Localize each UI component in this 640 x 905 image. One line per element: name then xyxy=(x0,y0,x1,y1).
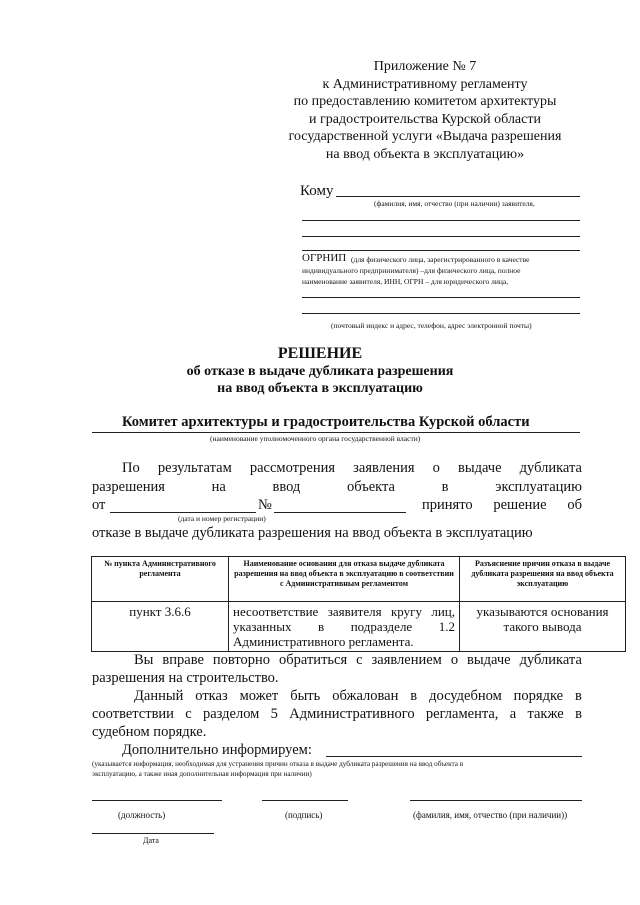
decision-title: РЕШЕНИЕ xyxy=(277,345,363,362)
additional-info-field[interactable] xyxy=(326,756,582,757)
col-header-point: № пункта Административного регламента xyxy=(92,557,229,602)
header-line: и градостроительства Курской области xyxy=(309,111,541,127)
col-header-explanation: Разъяснение причин отказа в выдаче дубликата разрешения на ввод объекта эксплуатацию xyxy=(460,557,626,602)
reasons-table xyxy=(91,556,626,652)
number-label: № xyxy=(258,497,272,513)
col-header-reason: Наименование основания для отказа выдаче дубликата разрешения на ввод объекта в эксплуатацию в соответствии с Административным регламентом xyxy=(229,557,460,602)
cell-point: пункт 3.6.6 xyxy=(92,602,229,652)
recipient-line[interactable] xyxy=(302,220,580,221)
paragraph-1: Вы вправе повторно обратиться с заявлением о выдаче дубликата xyxy=(134,652,582,668)
signature-field[interactable] xyxy=(262,800,348,801)
fio-hint: (фамилия, имя, отчество (при наличии) заявителя, xyxy=(374,199,535,208)
position-hint: (должность) xyxy=(118,810,166,820)
fio-field[interactable] xyxy=(410,800,582,801)
cell-reason: несоответствие заявителя кругу лиц, указанных в подразделе 1.2 Административного регламента. xyxy=(229,602,460,652)
decision-subtitle: об отказе в выдаче дубликата разрешения xyxy=(186,364,454,379)
paragraph-2-end: судебном порядке. xyxy=(92,724,207,740)
signature-hint: (подпись) xyxy=(285,810,323,820)
ogrnip-label: ОГРНИП xyxy=(302,252,347,264)
date-hint-bottom: Дата xyxy=(143,836,159,845)
number-field[interactable] xyxy=(274,512,406,513)
ogrnip-hint: наименование заявителя, ИНН, ОГРН – для юридического лица, xyxy=(302,277,509,286)
address-hint: (почтовый индекс и адрес, телефон, адрес электронной почты) xyxy=(331,321,532,330)
header-line: по предоставлению комитетом архитектуры xyxy=(293,94,557,109)
body-line-1: По результатам рассмотрения заявления о выдаче дубликата xyxy=(122,460,582,476)
cell-explanation: указываются основания такого вывода xyxy=(460,602,626,652)
paragraph-1-end: разрешения на строительство. xyxy=(92,670,279,686)
appendix-header xyxy=(270,58,580,163)
position-field[interactable] xyxy=(92,800,222,801)
header-line: государственной услуги «Выдача разрешения xyxy=(288,129,562,144)
paragraph-2: Данный отказ может быть обжалован в досудебном порядке в xyxy=(134,688,582,704)
paragraph-2-line-2: соответствии с разделом 5 Административного регламента, а также в xyxy=(92,706,582,722)
header-line: к Административному регламенту xyxy=(322,76,528,92)
recipient-line[interactable] xyxy=(302,313,580,314)
additional-info-hint: эксплуатацию, а также иная дополнительная информация при наличии) xyxy=(92,770,312,778)
date-sign-field[interactable] xyxy=(92,833,214,834)
body-line-3-rest: принято решение об xyxy=(422,497,582,513)
ogrnip-hint: индивидуального предпринимателя) –для физического лица, полное xyxy=(302,266,521,275)
date-hint: (дата и номер регистрации) xyxy=(178,514,266,523)
body-line-4: отказе в выдаче дубликата разрешения на ввод объекта в эксплуатацию xyxy=(92,525,533,541)
additional-info-label: Дополнительно информируем: xyxy=(122,742,312,758)
recipient-line[interactable] xyxy=(302,250,580,251)
header-line: Приложение № 7 xyxy=(373,59,477,74)
additional-info-hint: (указывается информация, необходимая для устранения причин отказа в выдаче дубликата разрешения на ввод объекта в xyxy=(92,760,464,768)
authority-hint: (наименование уполномоченного органа государственной власти) xyxy=(210,434,421,443)
table-row xyxy=(92,602,626,652)
table-header-row xyxy=(92,557,626,602)
authority-line xyxy=(92,432,580,433)
to-label: Кому xyxy=(300,183,334,199)
authority-name: Комитет архитектуры и градостроительства Курской области xyxy=(122,414,530,430)
header-line: на ввод объекта в эксплуатацию» xyxy=(325,146,525,162)
ogrnip-hint: (для физического лица, зарегистрированного в качестве xyxy=(351,255,530,264)
fio-hint-bottom: (фамилия, имя, отчество (при наличии)) xyxy=(413,810,568,820)
recipient-line[interactable] xyxy=(302,297,580,298)
date-field[interactable] xyxy=(110,512,256,513)
from-label: от xyxy=(92,497,106,513)
recipient-line[interactable] xyxy=(302,236,580,237)
decision-subtitle: на ввод объекта в эксплуатацию xyxy=(217,381,423,396)
to-line[interactable] xyxy=(336,196,580,197)
body-line-2: разрешения на ввод объекта в эксплуатацию xyxy=(92,479,582,495)
